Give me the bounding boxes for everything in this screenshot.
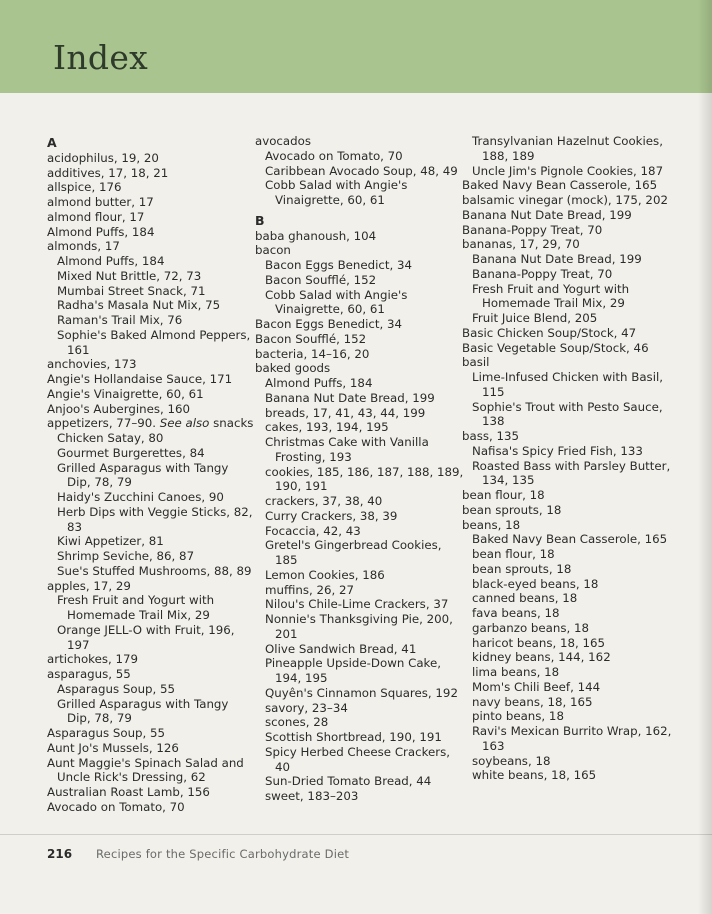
index-entry-continuation: Frosting, 193: [275, 449, 352, 464]
index-subentry: breads, 17, 41, 43, 44, 199: [265, 405, 426, 420]
index-entry-continuation: Vinaigrette, 60, 61: [275, 302, 385, 317]
index-entry: almond butter, 17: [47, 195, 154, 209]
index-entry: baba ghanoush, 104: [255, 228, 377, 243]
footer-divider: [0, 834, 712, 835]
index-subentry: Lime-Infused Chicken with Basil,: [472, 370, 664, 384]
entry-text: appetizers, 77–90.: [47, 416, 156, 431]
index-subentry: scones, 28: [265, 715, 329, 730]
index-subentry: Olive Sandwich Bread, 41: [265, 641, 417, 656]
index-subentry: haricot beans, 18, 165: [472, 635, 606, 650]
index-entry: bass, 135: [462, 429, 520, 443]
index-entry: Banana Nut Date Bread, 199: [462, 207, 632, 222]
index-subentry: Curry Crackers, 38, 39: [265, 508, 398, 523]
index-entry: avocados: [255, 134, 311, 148]
index-entry: beans, 18: [462, 517, 521, 532]
index-subentry: Radha's Masala Nut Mix, 75: [57, 298, 221, 313]
index-subentry: Nilou's Chile-Lime Crackers, 37: [265, 597, 449, 612]
index-subentry: Asparagus Soup, 55: [57, 681, 176, 696]
index-entry-continuation: Homemade Trail Mix, 29: [67, 608, 210, 622]
index-subentry: lima beans, 18: [472, 665, 560, 679]
page-title: Index: [53, 38, 149, 77]
index-entry: bacon: [255, 243, 291, 258]
index-entry: [47, 416, 254, 431]
index-subentry: Grilled Asparagus with Tangy: [57, 460, 229, 475]
index-entry: bean sprouts, 18: [462, 502, 562, 517]
index-entry: allspice, 176: [47, 180, 122, 195]
index-entry: Basic Vegetable Soup/Stock, 46: [462, 340, 649, 355]
index-subentry: Kiwi Appetizer, 81: [57, 534, 164, 549]
index-subentry: bean flour, 18: [472, 547, 555, 561]
index-subentry: Gretel's Gingerbread Cookies,: [265, 538, 442, 553]
index-subentry: Gourmet Burgerettes, 84: [57, 445, 205, 460]
index-entry-continuation: 83: [67, 519, 83, 534]
index-subentry: Fresh Fruit and Yogurt with: [57, 593, 215, 608]
index-entry: apples, 17, 29: [47, 578, 131, 593]
index-entry: acidophilus, 19, 20: [47, 150, 159, 165]
index-subentry: Mixed Nut Brittle, 72, 73: [57, 268, 202, 283]
index-subentry: Ravi's Mexican Burrito Wrap, 162,: [472, 724, 672, 738]
index-entry: almonds, 17: [47, 239, 120, 254]
index-subentry: canned beans, 18: [472, 591, 578, 606]
index-subentry: Orange JELL-O with Fruit, 196,: [57, 622, 235, 637]
index-entry: Bacon Soufflé, 152: [255, 331, 367, 346]
index-subentry: crackers, 37, 38, 40: [265, 494, 383, 508]
index-entry-continuation: 197: [67, 637, 90, 652]
index-subentry: Fresh Fruit and Yogurt with: [472, 281, 630, 296]
index-column-2: [255, 134, 464, 804]
page-number: 216: [47, 847, 73, 861]
index-subentry: Scottish Shortbread, 190, 191: [265, 730, 442, 744]
index-subentry: Haidy's Zucchini Canoes, 90: [57, 490, 224, 504]
index-subentry: savory, 23–34: [265, 700, 348, 715]
index-entry: Baked Navy Bean Casserole, 165: [462, 178, 658, 193]
index-entry-continuation: 134, 135: [482, 473, 535, 488]
index-subentry: Lemon Cookies, 186: [265, 567, 385, 582]
index-subentry: kidney beans, 144, 162: [472, 650, 611, 665]
index-subentry: Shrimp Seviche, 86, 87: [57, 549, 195, 563]
index-subentry: Sophie's Trout with Pesto Sauce,: [472, 399, 663, 414]
see-also-target: snacks: [209, 416, 254, 431]
index-entry: Anjoo's Aubergines, 160: [47, 401, 190, 416]
index-subentry: Almond Puffs, 184: [265, 376, 373, 390]
index-subentry: Raman's Trail Mix, 76: [57, 313, 183, 327]
index-letter-heading: B: [255, 212, 265, 228]
index-subentry: Bacon Eggs Benedict, 34: [265, 258, 413, 272]
index-subentry: Sun-Dried Tomato Bread, 44: [265, 774, 432, 789]
index-subentry: Nonnie's Thanksgiving Pie, 200,: [265, 612, 453, 626]
index-entry-continuation: Dip, 78, 79: [67, 711, 132, 726]
index-subentry: white beans, 18, 165: [472, 768, 597, 783]
index-entry: Bacon Eggs Benedict, 34: [255, 317, 403, 331]
index-column-3: [462, 134, 672, 783]
index-subentry: fava beans, 18: [472, 606, 560, 620]
index-subentry: Avocado on Tomato, 70: [265, 148, 403, 163]
index-subentry: Chicken Satay, 80: [57, 431, 164, 445]
index-subentry: Mom's Chili Beef, 144: [472, 679, 601, 694]
index-entry: anchovies, 173: [47, 357, 137, 372]
index-entry: Almond Puffs, 184: [47, 224, 155, 239]
index-subentry: muffins, 26, 27: [265, 582, 355, 597]
index-entry: Angie's Hollandaise Sauce, 171: [47, 372, 233, 386]
index-subentry: Banana Nut Date Bread, 199: [472, 252, 642, 266]
index-subentry: garbanzo beans, 18: [472, 620, 590, 635]
index-entry-continuation: 40: [275, 759, 291, 774]
index-subentry: Roasted Bass with Parsley Butter,: [472, 458, 671, 473]
index-entry: Banana-Poppy Treat, 70: [462, 222, 603, 237]
index-subentry: Banana Nut Date Bread, 199: [265, 390, 435, 405]
index-entry: almond flour, 17: [47, 209, 145, 224]
see-also-reference: See also: [159, 416, 210, 431]
index-letter-heading: A: [47, 135, 57, 150]
index-entry-continuation: Vinaigrette, 60, 61: [275, 193, 385, 207]
index-subentry: Spicy Herbed Cheese Crackers,: [265, 744, 451, 759]
index-subentry: pinto beans, 18: [472, 709, 564, 724]
index-entry-continuation: 201: [275, 626, 298, 641]
index-subentry: soybeans, 18: [472, 753, 551, 768]
index-subentry: Baked Navy Bean Casserole, 165: [472, 532, 668, 547]
index-entry: Aunt Maggie's Spinach Salad and: [47, 755, 244, 770]
index-subentry: cakes, 193, 194, 195: [265, 420, 389, 435]
index-subentry: Herb Dips with Veggie Sticks, 82,: [57, 504, 253, 519]
index-entry: basil: [462, 355, 490, 370]
page-edge-shadow: [698, 0, 712, 914]
index-subentry: sweet, 183–203: [265, 789, 359, 803]
index-entry: bean flour, 18: [462, 488, 545, 502]
index-entry: bacteria, 14–16, 20: [255, 346, 370, 361]
index-subentry: Transylvanian Hazelnut Cookies,: [472, 134, 663, 148]
index-column-1: [47, 134, 254, 815]
index-entry: artichokes, 179: [47, 652, 138, 667]
index-entry: additives, 17, 18, 21: [47, 165, 169, 180]
index-entry: baked goods: [255, 361, 331, 376]
index-subentry: Cobb Salad with Angie's: [265, 178, 408, 193]
index-subentry: Banana-Poppy Treat, 70: [472, 266, 613, 281]
index-entry-continuation: 138: [482, 414, 505, 429]
index-entry: Asparagus Soup, 55: [47, 726, 166, 740]
index-entry-continuation: 190, 191: [275, 479, 328, 494]
index-entry: Angie's Vinaigrette, 60, 61: [47, 386, 204, 401]
index-entry-continuation: 194, 195: [275, 671, 328, 685]
index-subentry: Almond Puffs, 184: [57, 254, 165, 268]
index-subentry: cookies, 185, 186, 187, 188, 189,: [265, 464, 464, 479]
index-subentry: Sophie's Baked Almond Peppers,: [57, 327, 251, 342]
index-subentry: bean sprouts, 18: [472, 561, 572, 576]
index-entry-continuation: 163: [482, 738, 505, 753]
index-subentry: Focaccia, 42, 43: [265, 523, 361, 538]
index-entry: asparagus, 55: [47, 667, 131, 681]
index-entry-continuation: 161: [67, 342, 90, 357]
index-subentry: navy beans, 18, 165: [472, 694, 593, 709]
index-subentry: Cobb Salad with Angie's: [265, 287, 408, 302]
index-entry: Aunt Jo's Mussels, 126: [47, 740, 179, 755]
running-footer: Recipes for the Specific Carbohydrate Diet: [96, 847, 350, 861]
index-entry: Australian Roast Lamb, 156: [47, 785, 210, 799]
index-subentry: Christmas Cake with Vanilla: [265, 435, 429, 449]
index-entry-continuation: 115: [482, 384, 505, 399]
index-entry-continuation: Dip, 78, 79: [67, 475, 132, 490]
index-entry: balsamic vinegar (mock), 175, 202: [462, 193, 668, 207]
index-subentry: Caribbean Avocado Soup, 48, 49: [265, 163, 458, 178]
index-subentry: Mumbai Street Snack, 71: [57, 283, 206, 298]
index-subentry: Uncle Jim's Pignole Cookies, 187: [472, 163, 664, 178]
index-entry: bananas, 17, 29, 70: [462, 237, 580, 252]
index-entry: Basic Chicken Soup/Stock, 47: [462, 325, 637, 340]
index-subentry: Fruit Juice Blend, 205: [472, 311, 598, 325]
index-entry-continuation: Homemade Trail Mix, 29: [482, 296, 625, 311]
index-subentry: Grilled Asparagus with Tangy: [57, 696, 229, 711]
index-subentry: black-eyed beans, 18: [472, 576, 599, 591]
index-subentry: Nafisa's Spicy Fried Fish, 133: [472, 443, 643, 458]
index-subentry: Pineapple Upside-Down Cake,: [265, 656, 441, 671]
index-subentry: Quyên's Cinnamon Squares, 192: [265, 685, 458, 700]
index-entry-continuation: 188, 189: [482, 148, 535, 163]
index-entry: Avocado on Tomato, 70: [47, 799, 185, 814]
index-subentry: Sue's Stuffed Mushrooms, 88, 89: [57, 563, 252, 578]
index-entry-continuation: 185: [275, 553, 298, 567]
index-subentry: Bacon Soufflé, 152: [265, 272, 377, 287]
index-subentry: Uncle Rick's Dressing, 62: [57, 770, 206, 785]
